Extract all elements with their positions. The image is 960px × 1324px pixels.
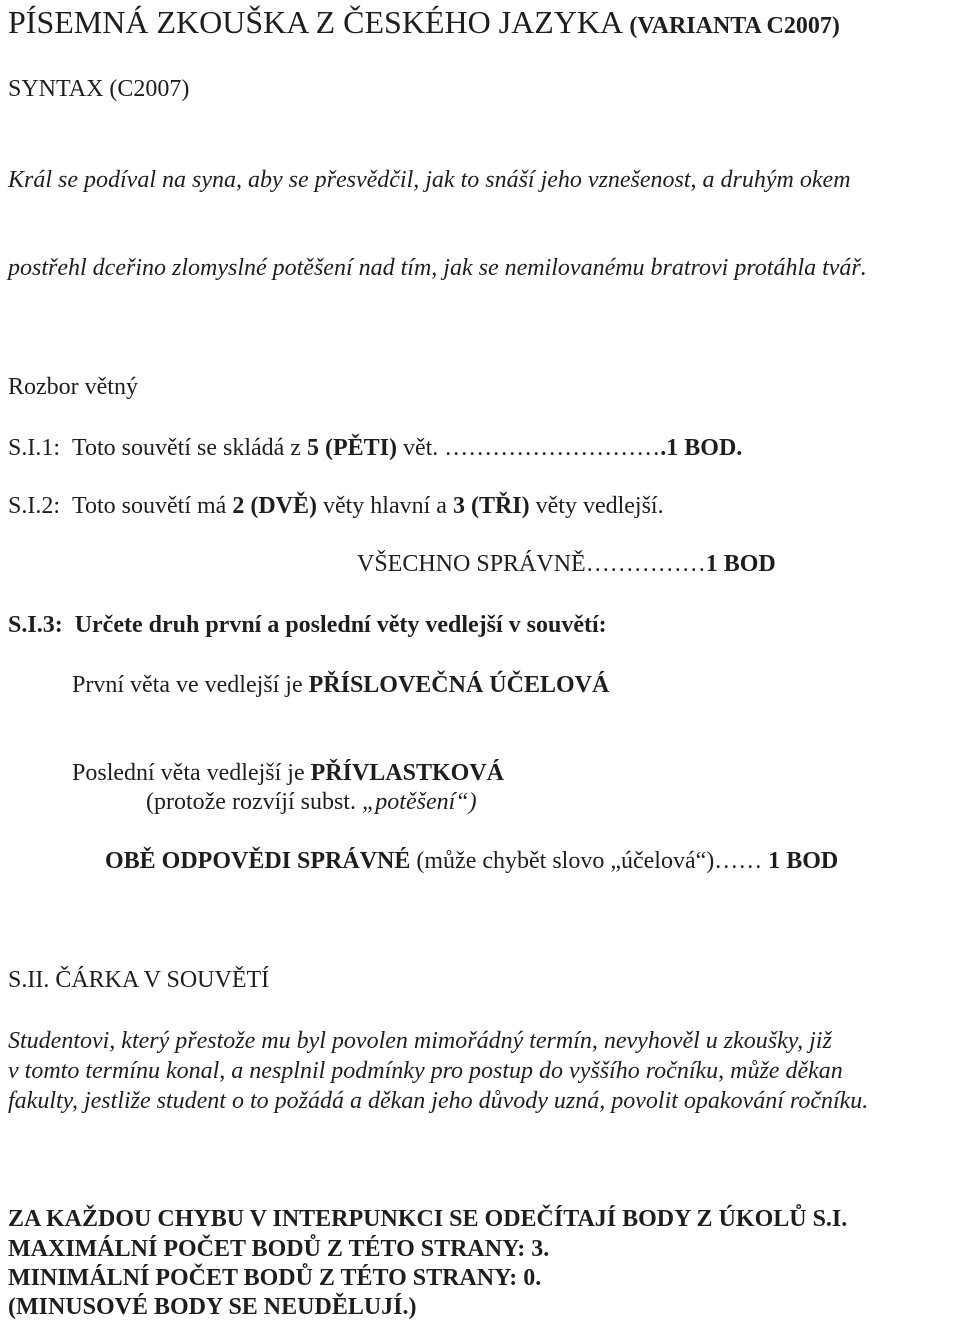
comma-line-2: v tomto termínu konal, a nesplnil podmínky pro postup do vyššího ročníku, může děkan	[8, 1058, 843, 1084]
points: .1 BOD.	[660, 435, 743, 461]
question-s-i-2	[8, 494, 664, 518]
footer-line-3: MINIMÁLNÍ POČET BODŮ Z TÉTO STRANY: 0.	[8, 1265, 542, 1291]
title-text: PÍSEMNÁ ZKOUŠKA Z ČESKÉHO JAZYKA	[8, 4, 622, 40]
first-clause-answer	[72, 673, 609, 697]
note-italic: „potěšení“)	[361, 789, 477, 815]
variant-label: (VARIANTA C2007)	[629, 13, 840, 39]
rozbor-heading: Rozbor větný	[8, 374, 138, 400]
question-text: věty hlavní a	[316, 493, 453, 519]
answer-prompt: Poslední věta vedlejší je	[72, 760, 311, 786]
dots: ……………	[585, 551, 706, 577]
footer-line-1: ZA KAŽDOU CHYBU V INTERPUNKCI SE ODEČÍTAJÍ BODY Z ÚKOLŮ S.I.	[8, 1206, 848, 1232]
comma-line-3: fakulty, jestliže student o to požádá a děkan jeho důvody uzná, povolit opakování ročníku.	[8, 1088, 869, 1114]
page-title	[8, 6, 840, 38]
answer: 5 (PĚTI)	[306, 435, 397, 461]
q2-score	[357, 552, 776, 576]
answer: 2 (DVĚ)	[232, 493, 317, 519]
question-text: věty vedlejší.	[529, 493, 664, 519]
dots: ………………………	[444, 435, 661, 461]
score-note: (může chybět slovo „účelová“)……	[410, 848, 763, 874]
answer: PŘÍSLOVEČNÁ ÚČELOVÁ	[308, 672, 610, 698]
question-text: vět.	[396, 435, 445, 461]
comma-heading: S.II. ČÁRKA V SOUVĚTÍ	[8, 967, 270, 993]
question-text: Určete druh první a poslední věty vedlejší v souvětí:	[74, 612, 607, 638]
question-text: Toto souvětí má	[72, 493, 233, 519]
answer-prompt: První věta ve vedlejší je	[72, 672, 309, 698]
q3-score	[105, 849, 838, 873]
comma-line-1: Studentovi, který přestože mu byl povolen mimořádný termín, nevyhověl u zkoušky, již	[8, 1028, 832, 1054]
score-text: OBĚ ODPOVĚDI SPRÁVNÉ	[105, 848, 411, 874]
question-s-i-3	[8, 613, 607, 637]
question-text: Toto souvětí se skládá z	[72, 435, 307, 461]
note-text: (protože rozvíjí subst.	[146, 789, 362, 815]
question-s-i-1	[8, 436, 742, 460]
last-clause-answer	[72, 761, 504, 785]
points: 1 BOD	[768, 848, 839, 874]
question-label: S.I.1:	[8, 435, 61, 461]
question-label: S.I.2:	[8, 493, 61, 519]
sentence-line-2: postřehl dceřino zlomyslné potěšení nad tím, jak se nemilovanému bratrovi protáhla tvář.	[8, 255, 867, 281]
footer-line-2: MAXIMÁLNÍ POČET BODŮ Z TÉTO STRANY: 3.	[8, 1236, 550, 1262]
answer: 3 (TŘI)	[452, 493, 530, 519]
footer-line-4: (MINUSOVÉ BODY SE NEUDĚLUJÍ.)	[8, 1294, 417, 1320]
points: 1 BOD	[705, 551, 776, 577]
answer-note	[146, 790, 477, 814]
syntax-heading: SYNTAX (C2007)	[8, 76, 190, 102]
score-text: VŠECHNO SPRÁVNĚ	[357, 551, 586, 577]
question-label: S.I.3:	[8, 612, 63, 638]
answer: PŘÍVLASTKOVÁ	[310, 760, 504, 786]
sentence-line-1: Král se podíval na syna, aby se přesvědčil, jak to snáší jeho vznešenost, a druhým okem	[8, 167, 851, 193]
